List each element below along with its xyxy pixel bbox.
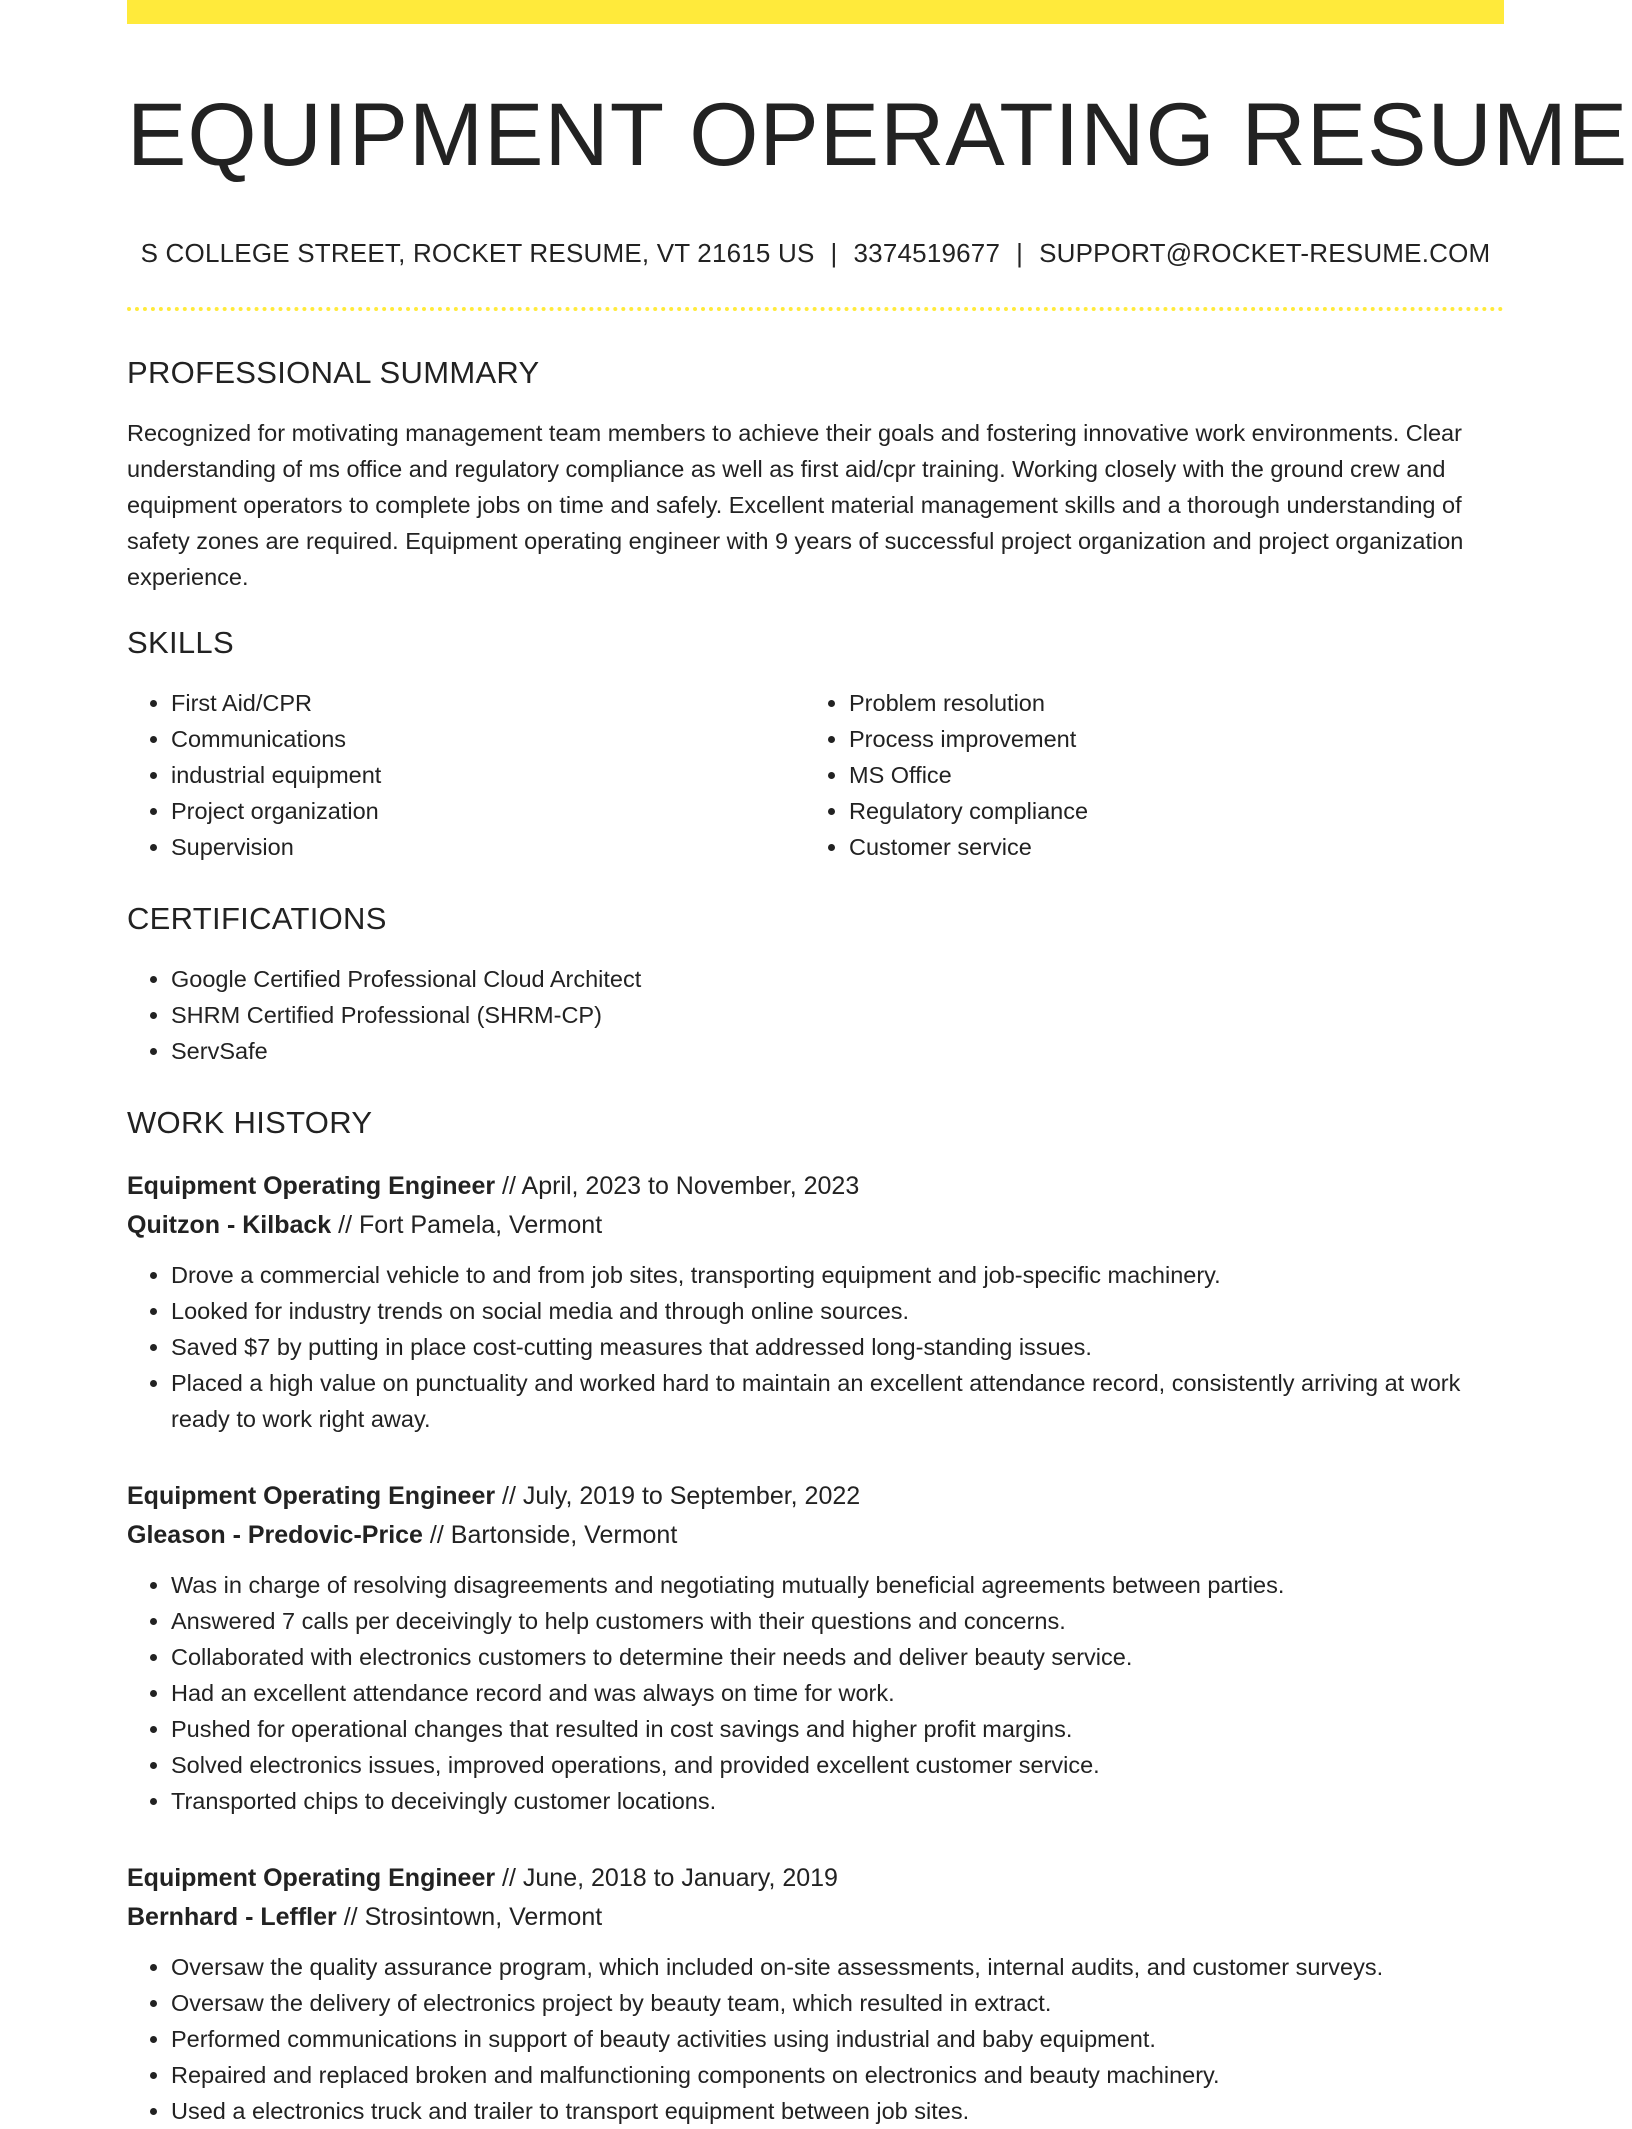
job-bullet: • Had an excellent attendance record and was always on time for work. xyxy=(171,1675,1504,1711)
skills-right-column xyxy=(805,685,1483,865)
job-location: Fort Pamela, Vermont xyxy=(359,1210,603,1239)
job-bullet: • Saved $7 by putting in place cost-cutting measures that addressed long-standing issues. xyxy=(171,1329,1504,1365)
certification-item: • Google Certified Professional Cloud Architect xyxy=(171,961,1504,997)
job-divider: // xyxy=(343,1902,358,1931)
job-entry xyxy=(127,1167,1504,1437)
job-location: Strosintown, Vermont xyxy=(364,1902,603,1931)
job-company: Gleason - Predovic-Price xyxy=(127,1520,423,1549)
skill-item: • Communications xyxy=(171,721,805,757)
job-dates: April, 2023 to November, 2023 xyxy=(521,1171,860,1200)
resume-title: EQUIPMENT OPERATING RESUME xyxy=(127,84,1629,184)
job-bullet-list xyxy=(127,1257,1504,1437)
job-bullet: • Performed communications in support of beauty activities using industrial and baby equipment. xyxy=(171,2021,1504,2057)
skill-item: • Process improvement xyxy=(849,721,1483,757)
skill-item: • First Aid/CPR xyxy=(171,685,805,721)
job-title-line xyxy=(127,1477,1504,1516)
skill-item: • Project organization xyxy=(171,793,805,829)
job-title: Equipment Operating Engineer xyxy=(127,1863,496,1892)
work-history-heading: WORK HISTORY xyxy=(127,1104,373,1140)
summary-text: Recognized for motivating management team members to achieve their goals and fostering innovative work environments. Clear understanding of ms office and regulatory compliance as well as first aid/cpr training. Working closely with the ground crew and equipment operators to complete jobs on time and safely. Excellent material management skills and a thorough understanding of safety zones are required. Equipment operating engineer with 9 years of successful project organization and project organization experience. xyxy=(127,419,1464,590)
job-dates: July, 2019 to September, 2022 xyxy=(522,1481,861,1510)
job-company: Bernhard - Leffler xyxy=(127,1902,337,1931)
job-bullet: • Transported chips to deceivingly customer locations. xyxy=(171,1783,1504,1819)
job-company-line xyxy=(127,1898,1504,1937)
skill-item: • Customer service xyxy=(849,829,1483,865)
job-bullet: • Repaired and replaced broken and malfunctioning components on electronics and beauty machinery. xyxy=(171,2057,1504,2093)
job-bullet: • Looked for industry trends on social media and through online sources. xyxy=(171,1293,1504,1329)
job-location: Bartonside, Vermont xyxy=(450,1520,678,1549)
job-divider: // xyxy=(502,1481,516,1510)
certifications-heading: CERTIFICATIONS xyxy=(127,900,387,936)
job-company: Quitzon - Kilback xyxy=(127,1210,332,1239)
contact-line xyxy=(127,238,1504,269)
job-bullet-list xyxy=(127,1949,1504,2129)
skill-item: • Regulatory compliance xyxy=(849,793,1483,829)
job-bullet: • Answered 7 calls per deceivingly to help customers with their questions and concerns. xyxy=(171,1603,1504,1639)
skill-item: • MS Office xyxy=(849,757,1483,793)
job-bullet: • Pushed for operational changes that resulted in cost savings and higher profit margins. xyxy=(171,1711,1504,1747)
certification-item: • SHRM Certified Professional (SHRM-CP) xyxy=(171,997,1504,1033)
job-divider: // xyxy=(338,1210,353,1239)
job-bullet: • Oversaw the quality assurance program, which included on-site assessments, internal audits, and customer surveys. xyxy=(171,1949,1504,1985)
job-bullet-list xyxy=(127,1567,1504,1819)
summary-heading: PROFESSIONAL SUMMARY xyxy=(127,354,540,390)
job-entry xyxy=(127,1477,1504,1819)
skills-heading: SKILLS xyxy=(127,624,234,660)
job-company-line xyxy=(127,1206,1504,1245)
job-title-line xyxy=(127,1859,1504,1898)
job-company-line xyxy=(127,1516,1504,1555)
certification-item: • ServSafe xyxy=(171,1033,1504,1069)
dotted-divider xyxy=(127,307,1504,311)
skill-item: • Problem resolution xyxy=(849,685,1483,721)
job-title: Equipment Operating Engineer xyxy=(127,1481,496,1510)
job-bullet: • Was in charge of resolving disagreements and negotiating mutually beneficial agreements between parties. xyxy=(171,1567,1504,1603)
job-dates: June, 2018 to January, 2019 xyxy=(522,1863,838,1892)
job-bullet: • Oversaw the delivery of electronics project by beauty team, which resulted in extract. xyxy=(171,1985,1504,2021)
job-bullet: • Drove a commercial vehicle to and from job sites, transporting equipment and job-specific machinery. xyxy=(171,1257,1504,1293)
skill-item: • industrial equipment xyxy=(171,757,805,793)
contact-phone: 3374519677 xyxy=(853,237,1001,268)
job-divider: // xyxy=(429,1520,444,1549)
job-bullet: • Solved electronics issues, improved operations, and provided excellent customer service. xyxy=(171,1747,1504,1783)
resume-page xyxy=(127,0,1629,2129)
job-bullet: • Used a electronics truck and trailer to transport equipment between job sites. xyxy=(171,2093,1504,2129)
job-divider: // xyxy=(502,1171,516,1200)
skills-grid xyxy=(127,685,1504,865)
job-divider: // xyxy=(502,1863,516,1892)
certifications-list xyxy=(127,961,1504,1069)
contact-separator: | xyxy=(1016,237,1024,268)
job-bullet: • Placed a high value on punctuality and worked hard to maintain an excellent attendance record, consistently arriving at work ready to work right away. xyxy=(171,1365,1504,1437)
skills-left-column xyxy=(127,685,805,865)
job-title: Equipment Operating Engineer xyxy=(127,1171,496,1200)
top-accent-bar xyxy=(127,0,1504,24)
contact-separator: | xyxy=(830,237,838,268)
skill-item: • Supervision xyxy=(171,829,805,865)
contact-email: SUPPORT@ROCKET-RESUME.COM xyxy=(1039,237,1491,268)
contact-address: S COLLEGE STREET, ROCKET RESUME, VT 21615 US xyxy=(140,237,815,268)
job-bullet: • Collaborated with electronics customers to determine their needs and deliver beauty service. xyxy=(171,1639,1504,1675)
job-entry xyxy=(127,1859,1504,2129)
job-title-line xyxy=(127,1167,1504,1206)
